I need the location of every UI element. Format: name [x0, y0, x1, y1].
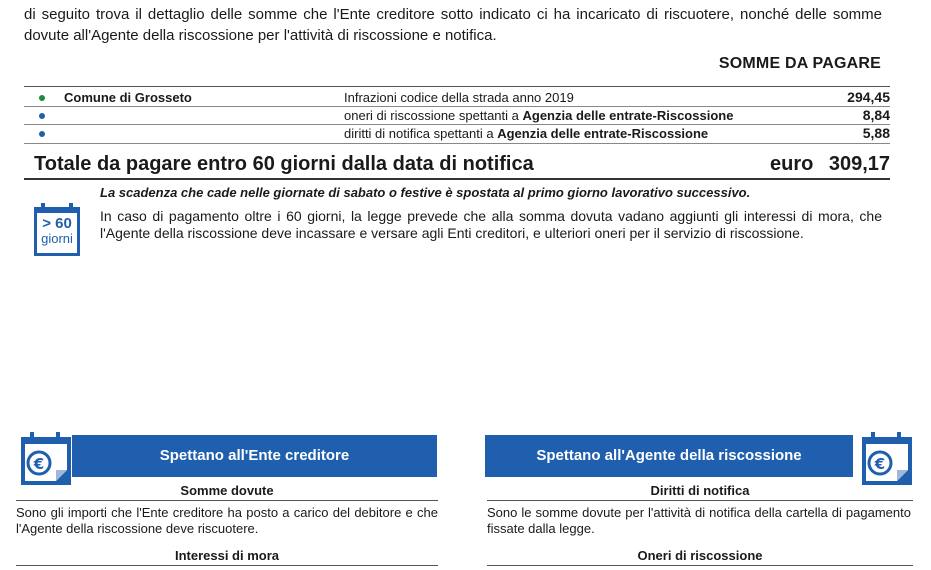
row-desc-bold: Agenzia delle entrate-Riscossione	[497, 126, 709, 141]
deadline-notice: La scadenza che cade nelle giornate di sabato o festive è spostata al primo giorno lavorativo successivo.	[100, 185, 751, 200]
sum-row-oneri	[24, 108, 890, 125]
total-currency: euro	[770, 153, 814, 175]
sums-heading: SOMME DA PAGARE	[718, 55, 881, 72]
row-desc-bold: Agenzia delle entrate-Riscossione	[522, 108, 734, 123]
svg-text:€: €	[33, 455, 45, 473]
divider	[16, 565, 438, 566]
row-description	[344, 108, 733, 123]
left-section1-text: Sono gli importi che l'Ente creditore ha posto a carico del debitore e che l'Agente della riscossione deve riscuotere.	[16, 505, 438, 536]
divider	[24, 106, 890, 107]
right-section2-title: Oneri di riscossione	[637, 548, 763, 563]
row-description	[344, 90, 574, 105]
row-amount: 8,84	[862, 107, 890, 123]
svg-text:€: €	[874, 455, 886, 473]
sum-row-creditor	[24, 90, 890, 107]
right-section1-title: Diritti di notifica	[650, 483, 750, 498]
divider	[24, 124, 890, 125]
total-amount: 309,17	[828, 153, 890, 175]
late-payment-info: In caso di pagamento oltre i 60 giorni, la legge prevede che alla somma dovuta vadano aggiunti gli interessi di mora, che l'Agente della riscossione deve incassare e versare agli Enti creditori, e ulteriori oneri per il servizio di riscossione.	[100, 208, 882, 241]
calendar-line2: giorni	[41, 231, 73, 246]
total-underline	[24, 178, 890, 180]
divider	[487, 500, 913, 501]
total-label: Totale da pagare entro 60 giorni dalla data di notifica	[34, 153, 534, 175]
creditor-name: Comune di Grosseto	[64, 90, 192, 105]
intro-text: di seguito trova il dettaglio delle somme che l'Ente creditore sotto indicato ci ha incaricato di riscuotere, nonché delle somme dovute all'Agente della riscossione per l'attività di riscossione e notifica.	[24, 6, 882, 44]
calendar-60-days-icon	[33, 203, 81, 257]
divider	[16, 500, 438, 501]
left-section1-title: Somme dovute	[180, 483, 274, 498]
left-box-title: Spettano all'Ente creditore	[72, 435, 437, 477]
euro-calendar-icon	[20, 432, 72, 486]
green-bullet-icon	[39, 95, 45, 101]
row-amount: 5,88	[862, 125, 890, 141]
calendar-line1: > 60	[42, 215, 72, 232]
blue-bullet-icon	[39, 113, 45, 119]
divider	[24, 86, 890, 87]
sum-row-diritti	[24, 126, 890, 143]
divider	[24, 143, 890, 144]
euro-calendar-icon	[861, 432, 913, 486]
row-desc-text: oneri di riscossione spettanti a	[344, 108, 523, 123]
row-desc-text: Infrazioni codice della strada anno 2019	[344, 90, 574, 105]
right-section1-text: Sono le somme dovute per l'attività di notifica della cartella di pagamento fissate dalla legge.	[487, 505, 911, 536]
blue-bullet-icon	[39, 131, 45, 137]
row-description	[344, 126, 708, 141]
right-box-title: Spettano all'Agente della riscossione	[485, 435, 853, 477]
left-section2-title: Interessi di mora	[174, 548, 280, 563]
row-desc-text: diritti di notifica spettanti a	[344, 126, 498, 141]
divider	[487, 565, 913, 566]
row-amount: 294,45	[847, 89, 890, 105]
